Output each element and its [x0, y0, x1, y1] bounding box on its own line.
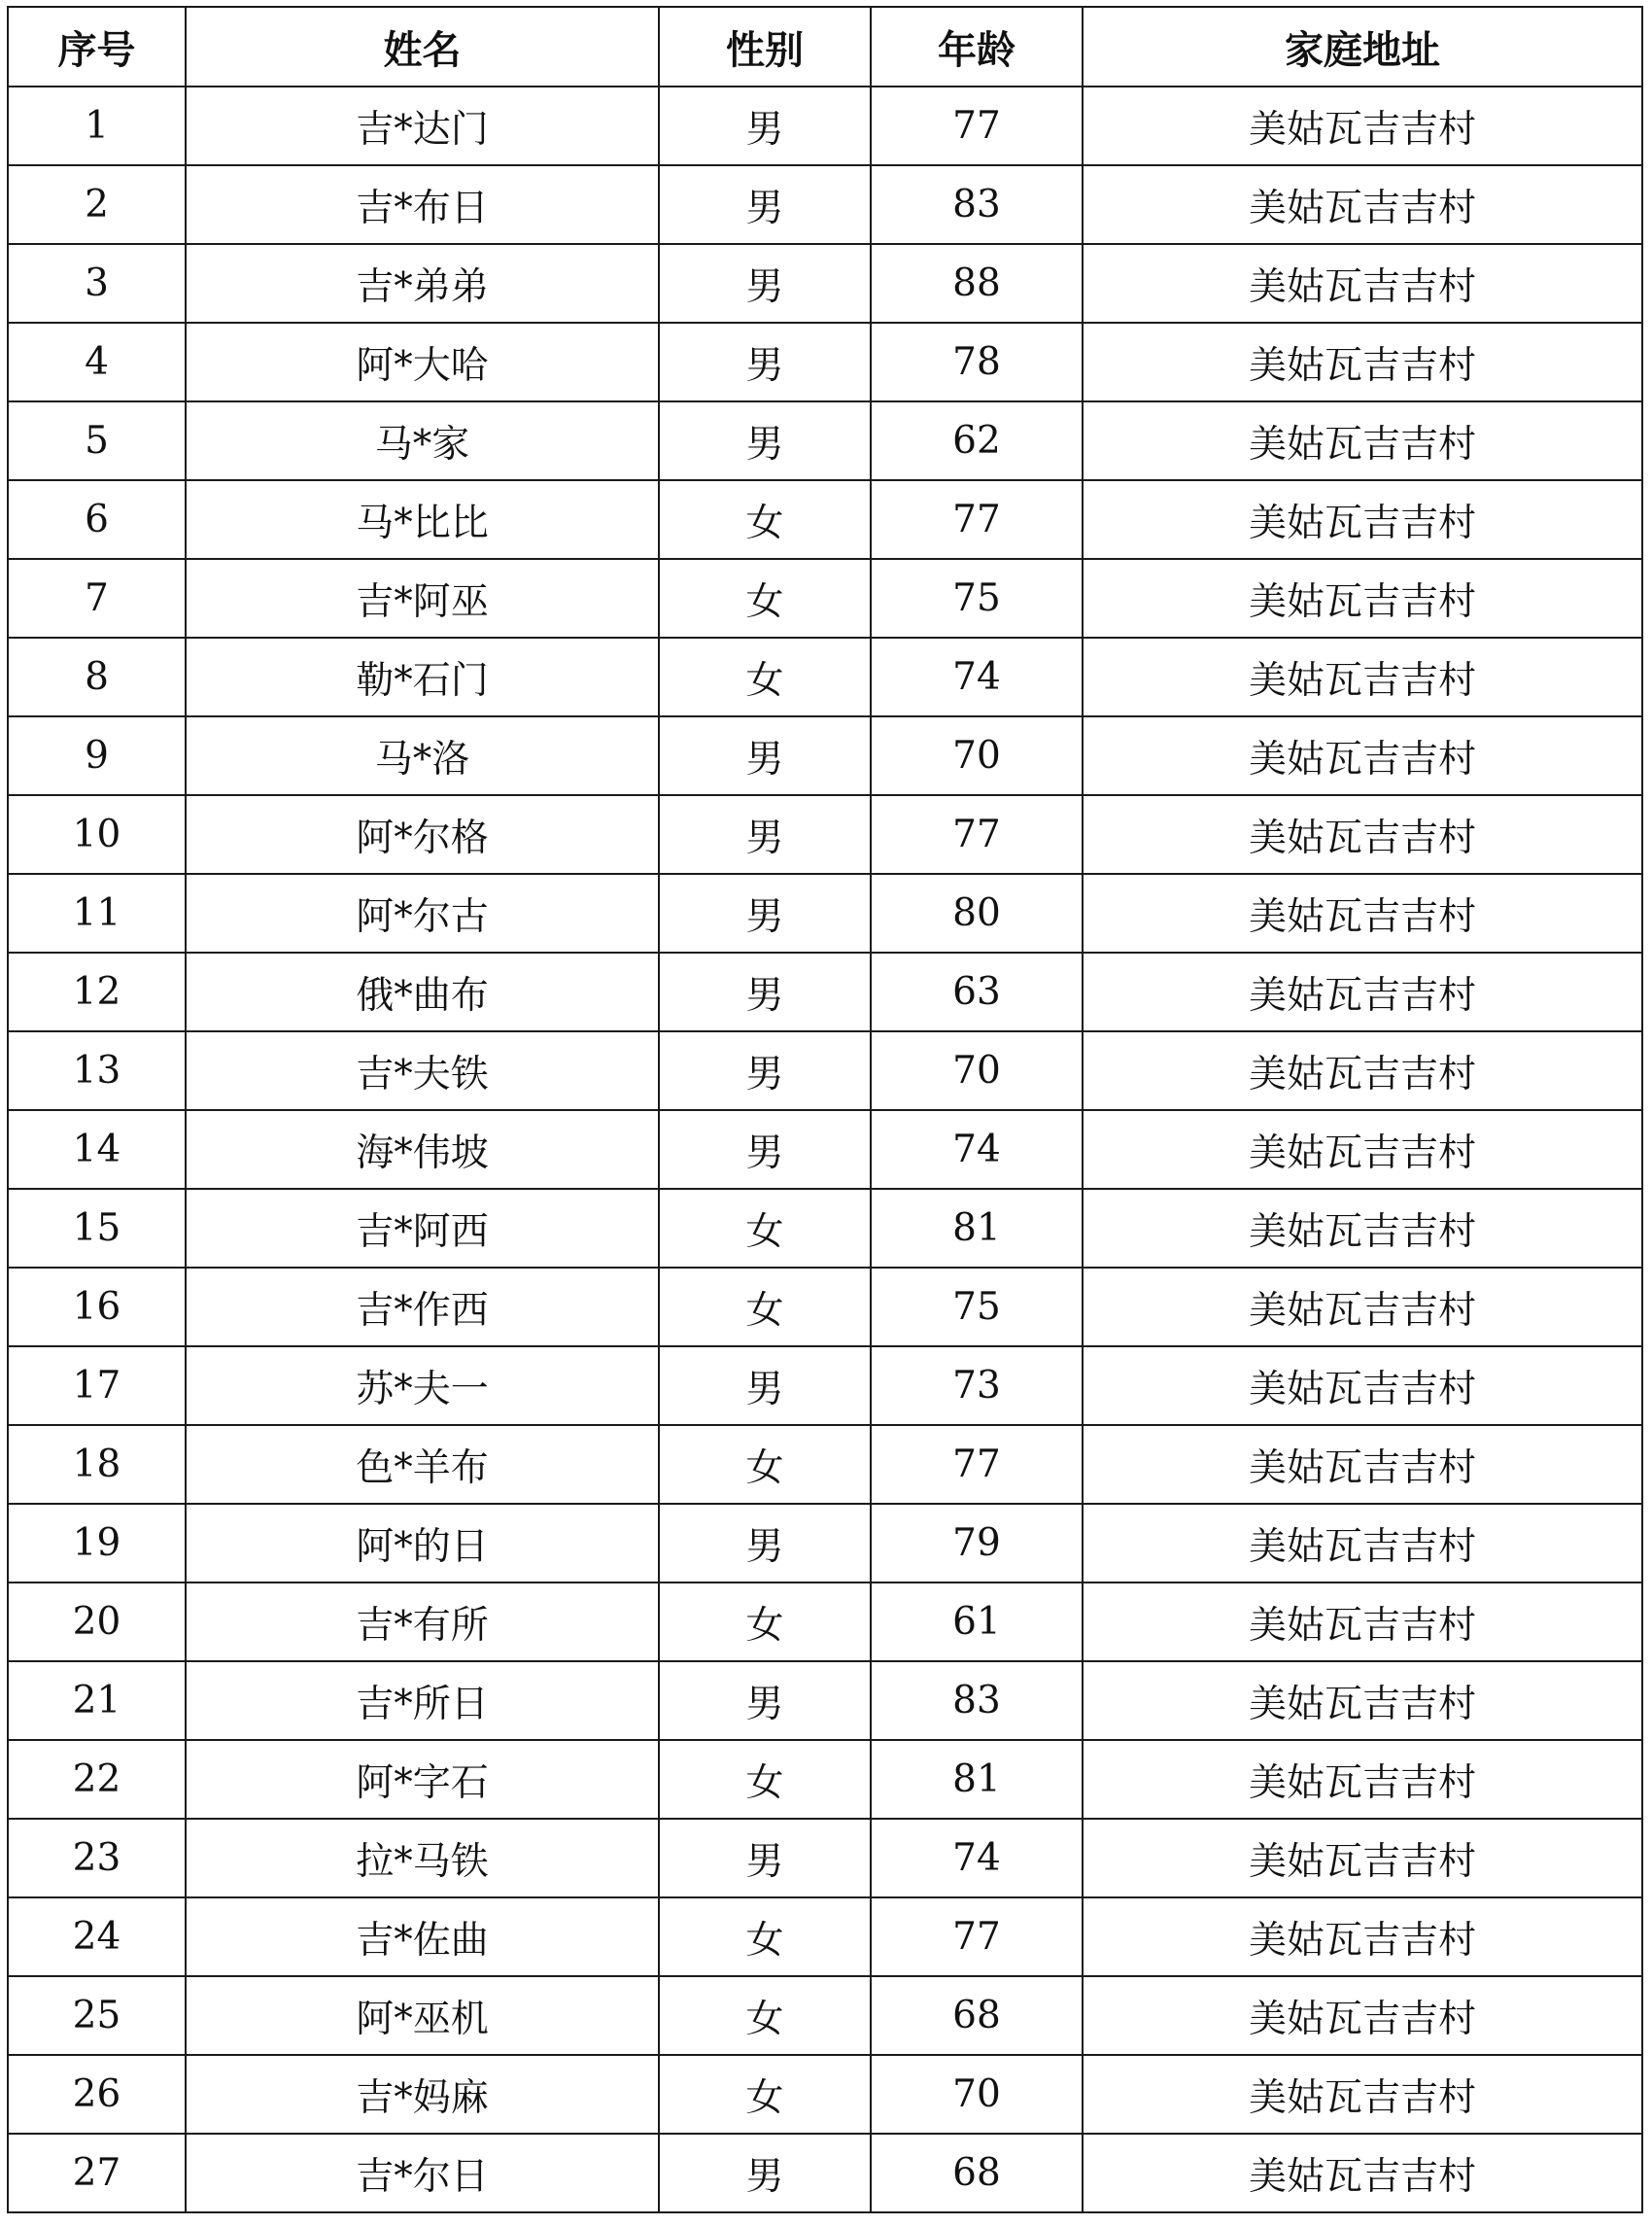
- table-row: [8, 559, 1642, 638]
- cell-name: 吉*弟弟: [186, 244, 659, 323]
- cell-name: 海*伟坡: [186, 1110, 659, 1189]
- cell-age: 81: [871, 1189, 1083, 1268]
- header-row: [8, 7, 1642, 87]
- cell-gender: 男: [659, 2134, 871, 2212]
- cell-index: 21: [8, 1661, 186, 1740]
- cell-gender: 女: [659, 2055, 871, 2134]
- cell-name: 苏*夫一: [186, 1346, 659, 1425]
- cell-address: 美姑瓦吉吉村: [1083, 87, 1642, 165]
- cell-age: 74: [871, 638, 1083, 716]
- table-row: [8, 953, 1642, 1031]
- cell-age: 73: [871, 1346, 1083, 1425]
- cell-age: 77: [871, 795, 1083, 874]
- cell-name: 吉*达门: [186, 87, 659, 165]
- cell-address: 美姑瓦吉吉村: [1083, 1110, 1642, 1189]
- cell-name: 拉*马铁: [186, 1819, 659, 1897]
- cell-index: 8: [8, 638, 186, 716]
- cell-gender: 男: [659, 401, 871, 480]
- cell-name: 马*比比: [186, 480, 659, 559]
- cell-address: 美姑瓦吉吉村: [1083, 1346, 1642, 1425]
- cell-index: 2: [8, 165, 186, 244]
- cell-index: 22: [8, 1740, 186, 1819]
- table-row: [8, 1268, 1642, 1346]
- header-name: 姓名: [186, 7, 659, 87]
- table-row: [8, 1819, 1642, 1897]
- cell-name: 吉*阿巫: [186, 559, 659, 638]
- cell-gender: 女: [659, 1268, 871, 1346]
- cell-age: 77: [871, 1897, 1083, 1976]
- cell-address: 美姑瓦吉吉村: [1083, 323, 1642, 401]
- cell-index: 14: [8, 1110, 186, 1189]
- cell-gender: 男: [659, 1819, 871, 1897]
- cell-age: 74: [871, 1819, 1083, 1897]
- cell-index: 27: [8, 2134, 186, 2212]
- header-gender: 性别: [659, 7, 871, 87]
- cell-gender: 男: [659, 323, 871, 401]
- cell-age: 77: [871, 480, 1083, 559]
- cell-gender: 女: [659, 1740, 871, 1819]
- cell-index: 1: [8, 87, 186, 165]
- cell-age: 78: [871, 323, 1083, 401]
- cell-gender: 男: [659, 165, 871, 244]
- cell-name: 阿*尔古: [186, 874, 659, 953]
- table-row: [8, 1346, 1642, 1425]
- cell-gender: 男: [659, 1031, 871, 1110]
- cell-index: 13: [8, 1031, 186, 1110]
- cell-name: 勒*石门: [186, 638, 659, 716]
- cell-index: 5: [8, 401, 186, 480]
- cell-address: 美姑瓦吉吉村: [1083, 1976, 1642, 2055]
- cell-gender: 女: [659, 559, 871, 638]
- cell-address: 美姑瓦吉吉村: [1083, 1661, 1642, 1740]
- table-row: [8, 1425, 1642, 1504]
- cell-age: 75: [871, 559, 1083, 638]
- cell-address: 美姑瓦吉吉村: [1083, 638, 1642, 716]
- cell-index: 9: [8, 716, 186, 795]
- cell-gender: 女: [659, 480, 871, 559]
- cell-gender: 男: [659, 87, 871, 165]
- cell-name: 阿*尔格: [186, 795, 659, 874]
- cell-address: 美姑瓦吉吉村: [1083, 165, 1642, 244]
- cell-name: 吉*布日: [186, 165, 659, 244]
- cell-address: 美姑瓦吉吉村: [1083, 1425, 1642, 1504]
- table-row: [8, 2134, 1642, 2212]
- cell-age: 70: [871, 716, 1083, 795]
- cell-index: 6: [8, 480, 186, 559]
- table-row: [8, 874, 1642, 953]
- cell-name: 吉*作西: [186, 1268, 659, 1346]
- cell-address: 美姑瓦吉吉村: [1083, 2055, 1642, 2134]
- cell-address: 美姑瓦吉吉村: [1083, 1268, 1642, 1346]
- cell-address: 美姑瓦吉吉村: [1083, 1504, 1642, 1583]
- cell-address: 美姑瓦吉吉村: [1083, 874, 1642, 953]
- table-row: [8, 638, 1642, 716]
- table-body: [8, 87, 1642, 2212]
- cell-index: 3: [8, 244, 186, 323]
- cell-age: 88: [871, 244, 1083, 323]
- cell-gender: 女: [659, 1897, 871, 1976]
- cell-name: 阿*大哈: [186, 323, 659, 401]
- header-age: 年龄: [871, 7, 1083, 87]
- table-row: [8, 2055, 1642, 2134]
- cell-address: 美姑瓦吉吉村: [1083, 795, 1642, 874]
- cell-name: 吉*佐曲: [186, 1897, 659, 1976]
- cell-name: 吉*尔日: [186, 2134, 659, 2212]
- cell-name: 吉*阿西: [186, 1189, 659, 1268]
- document-sheet: [7, 6, 1641, 2213]
- cell-age: 79: [871, 1504, 1083, 1583]
- cell-index: 7: [8, 559, 186, 638]
- table-row: [8, 401, 1642, 480]
- header-index: 序号: [8, 7, 186, 87]
- cell-age: 74: [871, 1110, 1083, 1189]
- table-row: [8, 1897, 1642, 1976]
- table-row: [8, 1031, 1642, 1110]
- cell-address: 美姑瓦吉吉村: [1083, 480, 1642, 559]
- cell-index: 19: [8, 1504, 186, 1583]
- cell-index: 20: [8, 1583, 186, 1661]
- cell-name: 马*洛: [186, 716, 659, 795]
- cell-gender: 女: [659, 1189, 871, 1268]
- table-row: [8, 1504, 1642, 1583]
- table-row: [8, 480, 1642, 559]
- cell-address: 美姑瓦吉吉村: [1083, 1740, 1642, 1819]
- cell-address: 美姑瓦吉吉村: [1083, 1031, 1642, 1110]
- table-row: [8, 165, 1642, 244]
- cell-index: 24: [8, 1897, 186, 1976]
- cell-age: 68: [871, 2134, 1083, 2212]
- cell-name: 马*家: [186, 401, 659, 480]
- cell-index: 26: [8, 2055, 186, 2134]
- cell-index: 18: [8, 1425, 186, 1504]
- cell-name: 色*羊布: [186, 1425, 659, 1504]
- cell-gender: 女: [659, 1976, 871, 2055]
- cell-address: 美姑瓦吉吉村: [1083, 1897, 1642, 1976]
- cell-address: 美姑瓦吉吉村: [1083, 559, 1642, 638]
- cell-address: 美姑瓦吉吉村: [1083, 2134, 1642, 2212]
- cell-age: 81: [871, 1740, 1083, 1819]
- cell-age: 77: [871, 1425, 1083, 1504]
- cell-age: 75: [871, 1268, 1083, 1346]
- cell-index: 12: [8, 953, 186, 1031]
- cell-address: 美姑瓦吉吉村: [1083, 953, 1642, 1031]
- cell-age: 62: [871, 401, 1083, 480]
- cell-index: 23: [8, 1819, 186, 1897]
- cell-name: 吉*妈麻: [186, 2055, 659, 2134]
- cell-gender: 男: [659, 795, 871, 874]
- table-row: [8, 1189, 1642, 1268]
- cell-name: 吉*夫铁: [186, 1031, 659, 1110]
- cell-name: 吉*所日: [186, 1661, 659, 1740]
- cell-name: 阿*的日: [186, 1504, 659, 1583]
- cell-age: 63: [871, 953, 1083, 1031]
- cell-gender: 男: [659, 716, 871, 795]
- cell-index: 25: [8, 1976, 186, 2055]
- cell-age: 83: [871, 1661, 1083, 1740]
- cell-name: 阿*巫机: [186, 1976, 659, 2055]
- cell-age: 61: [871, 1583, 1083, 1661]
- cell-index: 10: [8, 795, 186, 874]
- cell-name: 吉*有所: [186, 1583, 659, 1661]
- cell-age: 77: [871, 87, 1083, 165]
- cell-age: 70: [871, 1031, 1083, 1110]
- cell-gender: 男: [659, 953, 871, 1031]
- cell-index: 4: [8, 323, 186, 401]
- cell-index: 17: [8, 1346, 186, 1425]
- table-row: [8, 1583, 1642, 1661]
- table-row: [8, 244, 1642, 323]
- cell-gender: 男: [659, 244, 871, 323]
- cell-address: 美姑瓦吉吉村: [1083, 716, 1642, 795]
- cell-gender: 男: [659, 1110, 871, 1189]
- cell-name: 俄*曲布: [186, 953, 659, 1031]
- cell-name: 阿*字石: [186, 1740, 659, 1819]
- cell-gender: 男: [659, 1661, 871, 1740]
- table-row: [8, 87, 1642, 165]
- table-row: [8, 1976, 1642, 2055]
- cell-address: 美姑瓦吉吉村: [1083, 1583, 1642, 1661]
- cell-gender: 女: [659, 638, 871, 716]
- cell-gender: 男: [659, 1504, 871, 1583]
- cell-gender: 女: [659, 1583, 871, 1661]
- cell-index: 15: [8, 1189, 186, 1268]
- table-header: [8, 7, 1642, 87]
- table-row: [8, 1661, 1642, 1740]
- table-row: [8, 1110, 1642, 1189]
- cell-gender: 女: [659, 1425, 871, 1504]
- cell-address: 美姑瓦吉吉村: [1083, 1189, 1642, 1268]
- cell-gender: 男: [659, 1346, 871, 1425]
- table-row: [8, 1740, 1642, 1819]
- header-address: 家庭地址: [1083, 7, 1642, 87]
- cell-age: 80: [871, 874, 1083, 953]
- cell-index: 16: [8, 1268, 186, 1346]
- table-row: [8, 716, 1642, 795]
- cell-address: 美姑瓦吉吉村: [1083, 401, 1642, 480]
- cell-age: 83: [871, 165, 1083, 244]
- cell-age: 70: [871, 2055, 1083, 2134]
- cell-address: 美姑瓦吉吉村: [1083, 244, 1642, 323]
- cell-index: 11: [8, 874, 186, 953]
- cell-address: 美姑瓦吉吉村: [1083, 1819, 1642, 1897]
- cell-gender: 男: [659, 874, 871, 953]
- table-row: [8, 795, 1642, 874]
- cell-age: 68: [871, 1976, 1083, 2055]
- roster-table: [7, 6, 1643, 2213]
- table-row: [8, 323, 1642, 401]
